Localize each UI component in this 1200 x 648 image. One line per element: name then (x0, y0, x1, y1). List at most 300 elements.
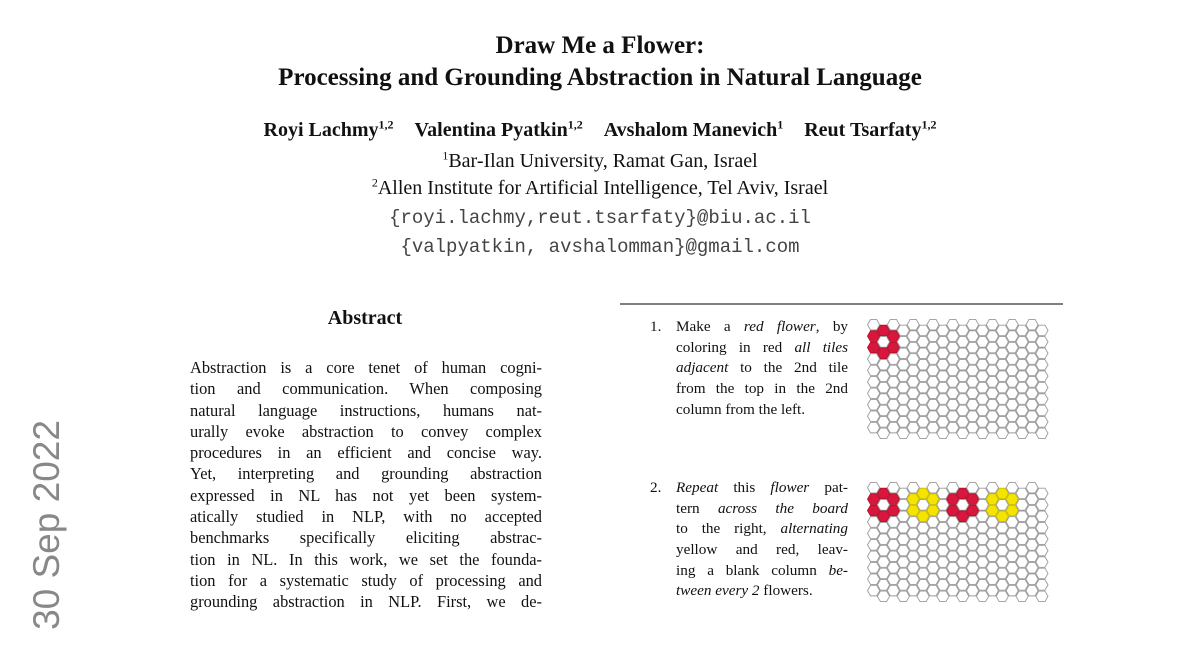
hex-tile (1036, 534, 1048, 545)
hex-tile (1016, 580, 1028, 591)
hex-tile (957, 522, 969, 533)
hex-tile (967, 517, 979, 528)
hex-tile (1026, 354, 1038, 365)
hex-tile (887, 422, 899, 433)
emphasized-text: Repeat (676, 479, 719, 496)
hex-tile (937, 580, 949, 591)
hex-tile (1026, 540, 1038, 551)
paper-title-line-1: Draw Me a Flower: (495, 32, 705, 59)
hex-tile (927, 319, 939, 330)
hex-tile (927, 574, 939, 585)
hex-tile (1006, 399, 1018, 410)
hex-tile (877, 405, 889, 416)
colored-hex-tile (907, 494, 919, 505)
hex-tile (937, 500, 949, 511)
hex-tile (947, 422, 959, 433)
hex-tile (967, 331, 979, 342)
hex-tile (957, 500, 969, 511)
hex-tile (897, 568, 909, 579)
hex-tile (996, 337, 1008, 348)
hex-tile (976, 371, 988, 382)
hex-tile (967, 365, 979, 376)
hex-tile (1006, 411, 1018, 422)
hex-tile (957, 359, 969, 370)
hex-tile (907, 482, 919, 493)
abstract-line: natural language instructions, humans nat- (190, 400, 542, 420)
hex-tile (868, 540, 880, 551)
hex-tile (1006, 388, 1018, 399)
hex-tile (976, 488, 988, 499)
hex-tile (897, 371, 909, 382)
colored-hex-tile (907, 505, 919, 516)
step-line (676, 499, 848, 520)
affiliation-mark: 1 (442, 148, 449, 163)
hex-tile (1026, 574, 1038, 585)
abstract-line: expressed in NL has not yet been system- (190, 485, 542, 505)
hex-tile (907, 585, 919, 596)
hex-tile (1006, 585, 1018, 596)
step-line (676, 540, 848, 561)
hex-tile (887, 528, 899, 539)
hex-tile (897, 488, 909, 499)
hex-tile (917, 394, 929, 405)
hex-tile (986, 517, 998, 528)
hex-tile (967, 562, 979, 573)
hex-tile (897, 417, 909, 428)
hex-tile (957, 325, 969, 336)
hex-tile (1016, 405, 1028, 416)
hex-tile (868, 365, 880, 376)
hex-tile (947, 540, 959, 551)
affiliation (0, 150, 1200, 173)
abstract-line: procedures in an efficient and concise way. (190, 443, 542, 463)
hex-tile (1026, 411, 1038, 422)
hex-tile (1016, 371, 1028, 382)
hex-tile (1036, 348, 1048, 359)
hex-tile (868, 551, 880, 562)
hex-tile (1006, 365, 1018, 376)
hex-tile (957, 394, 969, 405)
hex-tile (917, 500, 929, 511)
hex-tile (887, 377, 899, 388)
hex-tile (1006, 319, 1018, 330)
author-name: Avshalom Manevich (603, 119, 778, 141)
hex-tile (927, 377, 939, 388)
hex-tile (996, 359, 1008, 370)
step-line (676, 317, 848, 338)
hex-tile (947, 411, 959, 422)
abstract-line: Yet, interpreting and grounding abstraction (190, 464, 542, 484)
hex-tile (1036, 500, 1048, 511)
hex-tile (957, 371, 969, 382)
emphasized-text: red flower (743, 318, 816, 335)
hex-tile (1036, 337, 1048, 348)
hex-tile (967, 482, 979, 493)
hex-tile (877, 359, 889, 370)
hex-tile (897, 500, 909, 511)
hex-tile (996, 325, 1008, 336)
step-line (676, 581, 848, 602)
hex-tile (868, 319, 880, 330)
hex-tile (877, 371, 889, 382)
hex-tile (986, 482, 998, 493)
abstract-line: tion for a systematic study of processing and (190, 570, 542, 590)
text-run: flowers. (759, 582, 813, 600)
hex-tile (1006, 482, 1018, 493)
emphasized-text: tween every 2 (676, 582, 760, 600)
hex-tile (1026, 319, 1038, 330)
hex-tile (877, 428, 889, 439)
hex-tile (877, 500, 889, 511)
hex-tile (917, 417, 929, 428)
hex-tile (1036, 359, 1048, 370)
hex-tile (967, 574, 979, 585)
hex-tile (907, 388, 919, 399)
hex-tile (887, 551, 899, 562)
hex-tile (1016, 488, 1028, 499)
hex-tile (976, 394, 988, 405)
hex-tile (1016, 417, 1028, 428)
hex-tile (957, 428, 969, 439)
text-run: tern (676, 499, 718, 517)
step-line (676, 519, 848, 540)
hex-tile (1026, 422, 1038, 433)
hex-tile (1016, 522, 1028, 533)
hex-tile (1036, 511, 1048, 522)
hex-tile (927, 354, 939, 365)
hex-tile (897, 511, 909, 522)
hex-tile (1016, 534, 1028, 545)
hex-tile (907, 528, 919, 539)
hex-tile (917, 382, 929, 393)
hex-tile (976, 522, 988, 533)
colored-hex-tile (917, 488, 929, 499)
colored-hex-tile (967, 505, 979, 516)
hex-tile (1036, 580, 1048, 591)
step-number: 1. (650, 318, 662, 335)
hex-tile (877, 591, 889, 602)
hex-tile (1016, 545, 1028, 556)
colored-hex-tile (927, 505, 939, 516)
hex-tile (1006, 354, 1018, 365)
step-line (676, 338, 848, 359)
text-run: coloring in red (676, 338, 795, 356)
hex-tile (947, 342, 959, 353)
hex-tile (986, 331, 998, 342)
affiliation-mark: 2 (371, 175, 378, 190)
author (804, 119, 936, 141)
hex-tile (947, 562, 959, 573)
colored-hex-tile (877, 348, 889, 359)
hex-tile (907, 422, 919, 433)
hex-tile (996, 500, 1008, 511)
hex-tile (927, 411, 939, 422)
hex-tile (1006, 574, 1018, 585)
colored-hex-tile (877, 325, 889, 336)
hex-tile (1006, 540, 1018, 551)
hex-tile (917, 428, 929, 439)
hex-tile (967, 388, 979, 399)
hex-tile (1026, 331, 1038, 342)
hex-tile (887, 319, 899, 330)
hex-tile (957, 348, 969, 359)
hex-tile (937, 522, 949, 533)
hex-tile (967, 422, 979, 433)
hex-tile (907, 331, 919, 342)
hex-tile (1016, 568, 1028, 579)
hex-tile (907, 517, 919, 528)
hex-tile (967, 377, 979, 388)
hex-tile (877, 382, 889, 393)
colored-hex-tile (887, 342, 899, 353)
hex-tile (957, 382, 969, 393)
hex-tile (897, 545, 909, 556)
hex-tile (1016, 348, 1028, 359)
hex-tile (957, 545, 969, 556)
hex-tile (917, 359, 929, 370)
hex-tile (986, 585, 998, 596)
arxiv-date-stamp (22, 420, 72, 630)
hex-tile (887, 482, 899, 493)
hex-tile (947, 331, 959, 342)
hex-tile (868, 399, 880, 410)
hex-tile (976, 545, 988, 556)
hex-board-step-2 (866, 481, 1052, 609)
hex-tile (947, 528, 959, 539)
hex-tile (1036, 371, 1048, 382)
colored-hex-tile (947, 494, 959, 505)
abstract-line: tion and communication. When composing (190, 379, 542, 399)
hex-tile (917, 545, 929, 556)
hex-tile (917, 348, 929, 359)
colored-hex-tile (927, 494, 939, 505)
hex-tile (907, 354, 919, 365)
hex-tile (957, 580, 969, 591)
hex-tile (996, 534, 1008, 545)
hex-tile (976, 382, 988, 393)
hex-tile (1026, 365, 1038, 376)
hex-tile (967, 585, 979, 596)
hex-tile (907, 365, 919, 376)
hex-tile (947, 354, 959, 365)
hex-tile (1036, 394, 1048, 405)
hex-tile (986, 562, 998, 573)
hex-tile (927, 399, 939, 410)
emphasized-text: all tiles (794, 338, 849, 356)
hex-tile (1016, 325, 1028, 336)
hex-tile (996, 522, 1008, 533)
text-run: Make a (676, 318, 744, 335)
hex-tile (887, 365, 899, 376)
hex-tile (967, 399, 979, 410)
hex-tile (877, 337, 889, 348)
hex-tile (907, 551, 919, 562)
author-name: Royi Lachmy (263, 119, 379, 141)
colored-hex-tile (957, 511, 969, 522)
hex-tile (937, 325, 949, 336)
hex-tile (996, 382, 1008, 393)
hex-tile (957, 568, 969, 579)
email-line: {valpyatkin, avshalomman}@gmail.com (400, 236, 800, 258)
hex-tile (957, 405, 969, 416)
hex-tile (996, 394, 1008, 405)
affiliation (0, 177, 1200, 200)
hex-tile (887, 540, 899, 551)
hex-tile (897, 337, 909, 348)
hex-tile (907, 574, 919, 585)
hex-tile (937, 371, 949, 382)
hex-tile (868, 585, 880, 596)
hex-tile (907, 377, 919, 388)
author (415, 119, 583, 141)
hex-tile (1036, 325, 1048, 336)
hex-tile (1026, 482, 1038, 493)
colored-hex-tile (917, 511, 929, 522)
hex-tile (976, 428, 988, 439)
hex-tile (868, 574, 880, 585)
hex-tile (957, 591, 969, 602)
hex-tile (927, 482, 939, 493)
colored-hex-tile (996, 511, 1008, 522)
hex-tile (1036, 405, 1048, 416)
hex-tile (917, 580, 929, 591)
abstract-line: tion in NL. In this work, we set the founda- (190, 549, 542, 569)
hex-tile (1016, 382, 1028, 393)
step-text (676, 478, 848, 602)
hex-tile (1006, 517, 1018, 528)
hex-tile (1036, 545, 1048, 556)
hex-tile (976, 500, 988, 511)
emphasized-text: adjacent (676, 359, 729, 377)
hex-tile (897, 394, 909, 405)
hex-tile (986, 540, 998, 551)
hex-tile (927, 517, 939, 528)
hex-tile (986, 574, 998, 585)
affiliation-text: Bar-Ilan University, Ramat Gan, Israel (448, 150, 758, 172)
colored-hex-tile (1006, 505, 1018, 516)
hex-tile (937, 591, 949, 602)
hex-tile (887, 354, 899, 365)
hex-tile (937, 417, 949, 428)
colored-hex-tile (957, 488, 969, 499)
paper-title-line-2: Processing and Grounding Abstraction in Natural Language (278, 64, 922, 91)
abstract-line: benchmarks specifically eliciting abstrac- (190, 528, 542, 548)
hex-tile (937, 488, 949, 499)
hex-tile (887, 399, 899, 410)
arxiv-date-text: 30 Sep 2022 (26, 420, 67, 630)
hex-tile (1016, 337, 1028, 348)
hex-tile (967, 411, 979, 422)
hex-tile (986, 342, 998, 353)
hex-tile (937, 337, 949, 348)
colored-hex-tile (887, 494, 899, 505)
hex-tile (947, 319, 959, 330)
author-name: Reut Tsarfaty (804, 119, 922, 141)
hex-tile (937, 568, 949, 579)
hex-tile (1026, 562, 1038, 573)
text-run: , by (815, 318, 848, 335)
author (604, 119, 784, 141)
hex-tile (907, 319, 919, 330)
author (264, 119, 394, 141)
hex-tile (976, 348, 988, 359)
hex-tile (976, 405, 988, 416)
hex-tile (887, 574, 899, 585)
hex-tile (868, 411, 880, 422)
hex-tile (986, 354, 998, 365)
hex-tile (986, 377, 998, 388)
hex-tile (917, 534, 929, 545)
hex-tile (1036, 591, 1048, 602)
hex-tile (947, 388, 959, 399)
hex-tile (868, 517, 880, 528)
hex-tile (937, 382, 949, 393)
colored-hex-tile (877, 511, 889, 522)
hex-tile (1006, 562, 1018, 573)
hex-tile (937, 405, 949, 416)
figure-top-rule (620, 303, 1063, 305)
hex-tile (897, 348, 909, 359)
emphasized-text: be- (828, 561, 848, 579)
hex-tile (967, 354, 979, 365)
hex-tile (986, 319, 998, 330)
hex-tile (1036, 488, 1048, 499)
hex-tile (887, 411, 899, 422)
hex-tile (1026, 505, 1038, 516)
hex-tile (877, 394, 889, 405)
hex-tile (947, 482, 959, 493)
hex-tile (1016, 500, 1028, 511)
hex-tile (877, 568, 889, 579)
email-line: {royi.lachmy,reut.tsarfaty}@biu.ac.il (389, 207, 811, 229)
colored-hex-tile (887, 505, 899, 516)
colored-hex-tile (986, 494, 998, 505)
hex-tile (927, 551, 939, 562)
abstract-line: Abstraction is a core tenet of human cogni- (190, 358, 542, 377)
author-name: Valentina Pyatkin (414, 119, 568, 141)
hex-tile (937, 534, 949, 545)
hex-tile (1016, 359, 1028, 370)
hex-tile (967, 319, 979, 330)
hex-tile (887, 585, 899, 596)
hex-tile (868, 377, 880, 388)
colored-hex-tile (947, 505, 959, 516)
hex-tile (927, 388, 939, 399)
hex-tile (1026, 494, 1038, 505)
hex-tile (927, 562, 939, 573)
text-run: from the top in the 2nd (676, 380, 848, 398)
hex-tile (976, 325, 988, 336)
hex-tile (967, 551, 979, 562)
hex-tile (927, 585, 939, 596)
step-line (676, 478, 848, 499)
hex-tile (937, 557, 949, 568)
hex-tile (1006, 551, 1018, 562)
abstract-body (190, 357, 542, 613)
hex-tile (917, 522, 929, 533)
hex-tile (887, 388, 899, 399)
hex-tile (1006, 342, 1018, 353)
hex-tile (877, 580, 889, 591)
hex-tile (907, 562, 919, 573)
hex-tile (917, 325, 929, 336)
colored-hex-tile (996, 488, 1008, 499)
hex-tile (907, 411, 919, 422)
hex-tile (996, 580, 1008, 591)
hex-tile (1036, 568, 1048, 579)
hex-tile (1026, 342, 1038, 353)
hex-tile (1026, 528, 1038, 539)
